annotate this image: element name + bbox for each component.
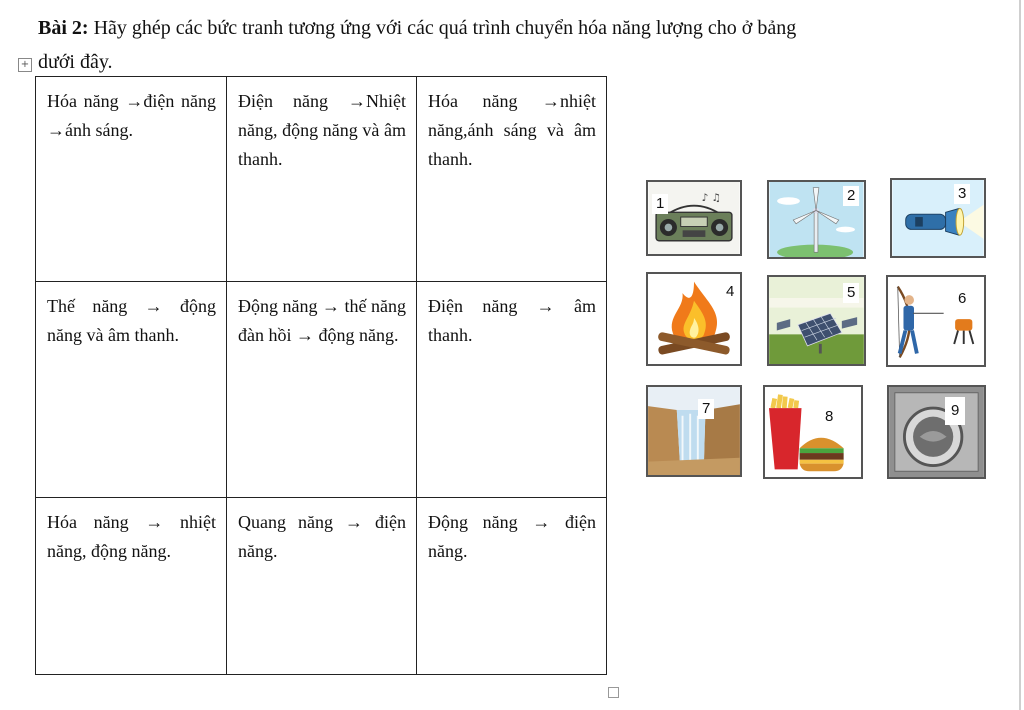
table-move-handle-icon[interactable]: + <box>18 58 32 72</box>
picture-number: 1 <box>652 194 668 214</box>
exercise-title <box>38 14 796 42</box>
picture-1[interactable] <box>646 180 742 256</box>
picture-7[interactable] <box>646 385 742 477</box>
picture-2[interactable] <box>767 180 866 259</box>
exercise-instruction-line1: Hãy ghép các bức tranh tương ứng với các quá trình chuyển hóa năng lượng cho ở bảng <box>93 17 797 39</box>
table-cell: Điện năng → âm thanh. <box>417 282 607 498</box>
table-cell: Quang năng → điện năng. <box>227 498 417 675</box>
picture-number: 8 <box>821 407 837 427</box>
picture-number: 6 <box>954 289 970 309</box>
picture-6[interactable] <box>886 275 986 367</box>
waterfall-icon <box>648 387 740 475</box>
table-cell: Động năng → thế năng đàn hồi → động năng. <box>227 282 417 498</box>
table-row <box>36 282 607 498</box>
picture-5[interactable] <box>767 275 866 366</box>
picture-9[interactable] <box>887 385 986 479</box>
table-cell: Điện năng →Nhiệt năng, động năng và âm thanh. <box>227 77 417 282</box>
picture-number: 7 <box>698 399 714 419</box>
table-cell: Động năng → điện năng. <box>417 498 607 675</box>
energy-table <box>35 76 607 675</box>
table-cell: Hóa năng →điện năng →ánh sáng. <box>36 77 227 282</box>
picture-number: 2 <box>843 186 859 206</box>
table-cell: Hóa năng →nhiệt năng,ánh sáng và âm thanh. <box>417 77 607 282</box>
exercise-instruction-line2: dưới đây. <box>38 51 113 73</box>
page-edge <box>1019 0 1021 710</box>
table-cell: Hóa năng → nhiệt năng, động năng. <box>36 498 227 675</box>
exercise-label: Bài 2: <box>38 17 89 39</box>
picture-number: 5 <box>843 283 859 303</box>
picture-number: 3 <box>954 184 970 204</box>
table-row <box>36 77 607 282</box>
fast-food-icon <box>765 387 861 477</box>
picture-number: 9 <box>945 397 965 425</box>
table-row <box>36 498 607 675</box>
picture-3[interactable] <box>890 178 986 258</box>
table-end-mark <box>608 687 619 698</box>
picture-8[interactable] <box>763 385 863 479</box>
picture-4[interactable] <box>646 272 742 366</box>
radio-icon <box>648 182 740 254</box>
svg-text:♪ ♫: ♪ ♫ <box>701 191 721 204</box>
table-cell: Thế năng → động năng và âm thanh. <box>36 282 227 498</box>
washing-machine-icon <box>889 387 984 477</box>
picture-number: 4 <box>722 282 738 302</box>
